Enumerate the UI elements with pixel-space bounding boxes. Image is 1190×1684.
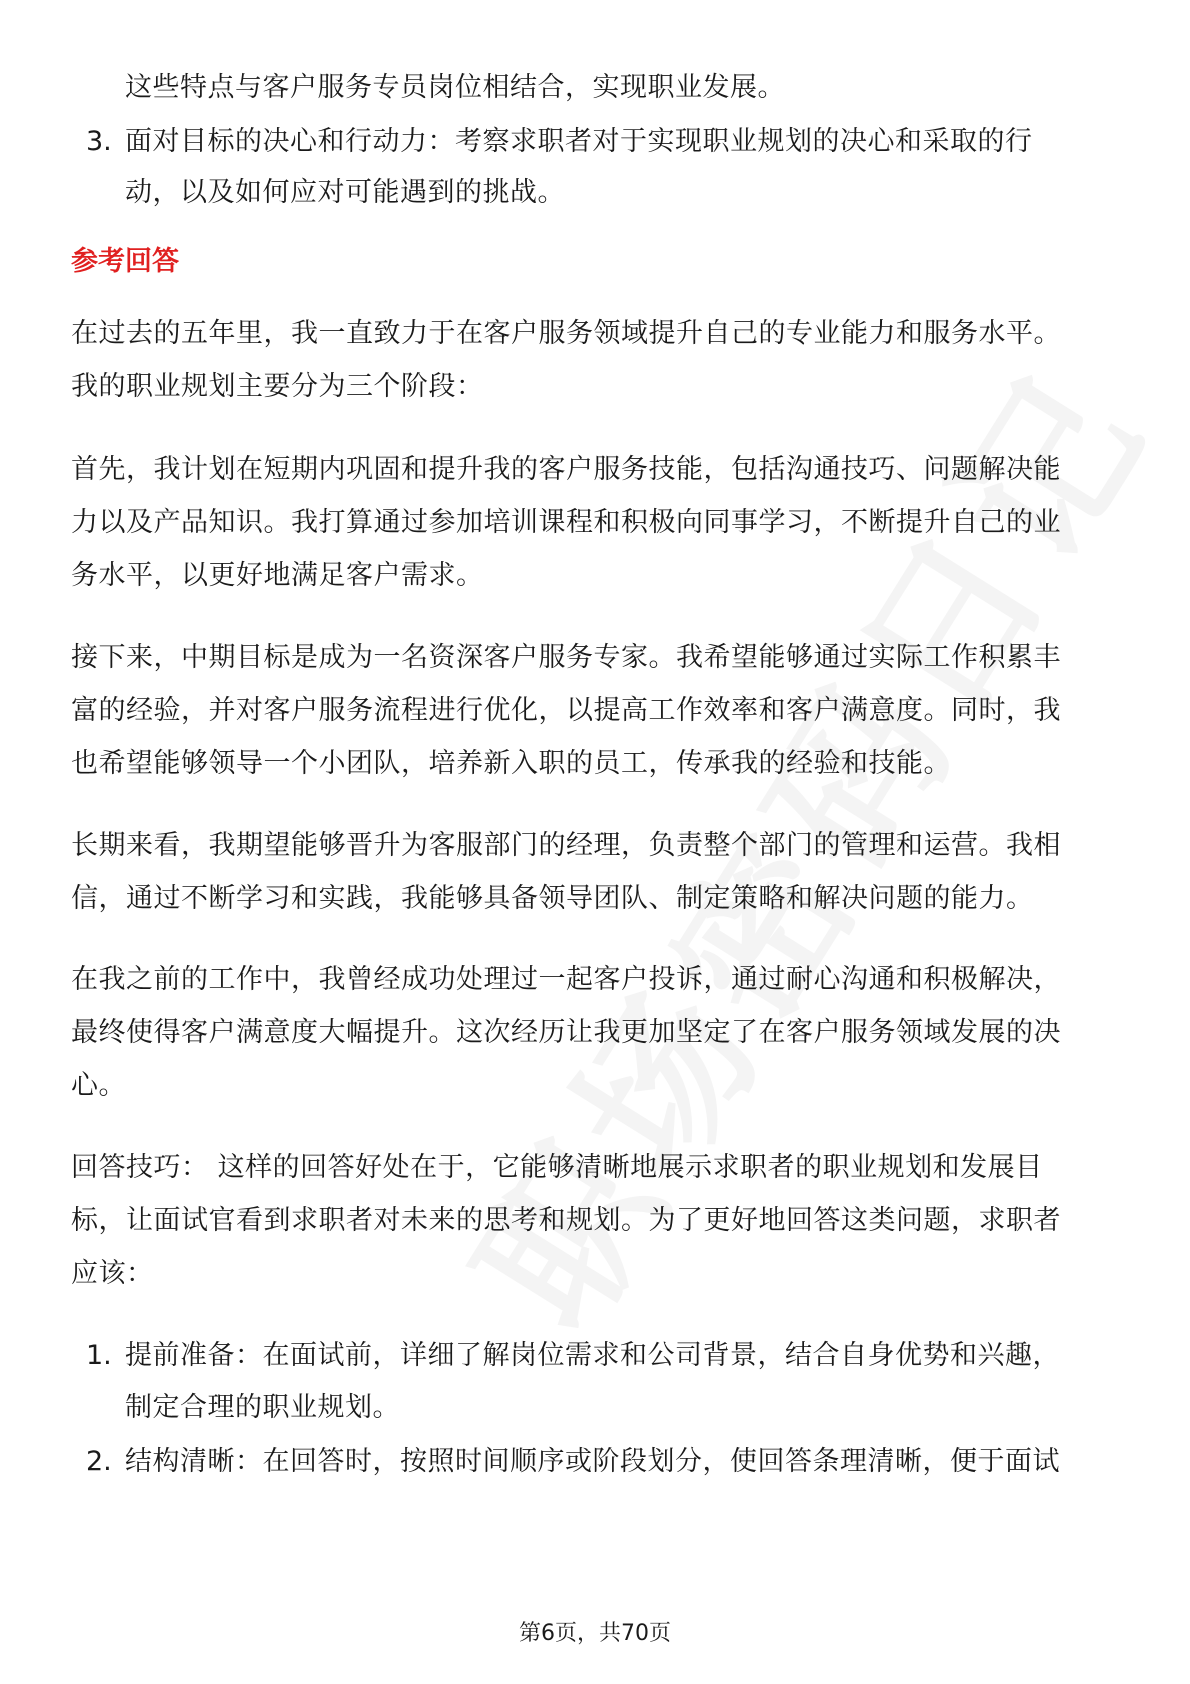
paragraph-5-line-3: 心。 (71, 1070, 126, 1101)
paragraph-3-line-2: 富的经验，并对客户服务流程进行优化，以提高工作效率和客户满意度。同时，我 (71, 695, 1061, 726)
paragraph-6-line-2: 标，让面试官看到求职者对未来的思考和规划。为了更好地回答这类问题，求职者 (71, 1205, 1061, 1236)
list-item-3-line-1: 面对目标的决心和行动力：考察求职者对于实现职业规划的决心和采取的行 (125, 126, 1033, 157)
paragraph-2-line-2: 力以及产品知识。我打算通过参加培训课程和积极向同事学习，不断提升自己的业 (71, 507, 1061, 538)
paragraph-4-line-1: 长期来看，我期望能够晋升为客服部门的经理，负责整个部门的管理和运营。我相 (71, 830, 1061, 861)
paragraph-5-line-2: 最终使得客户满意度大幅提升。这次经历让我更加坚定了在客户服务领域发展的决 (71, 1017, 1061, 1048)
list-item-1-line-2: 制定合理的职业规划。 (125, 1392, 400, 1423)
list-number-1: 1. (86, 1340, 112, 1371)
paragraph-1-line-2: 我的职业规划主要分为三个阶段： (71, 371, 484, 402)
paragraph-2-line-3: 务水平，以更好地满足客户需求。 (71, 560, 484, 591)
paragraph-6-line-3: 应该： (71, 1258, 154, 1289)
list-item-1-line-1: 提前准备：在面试前，详细了解岗位需求和公司背景，结合自身优势和兴趣， (125, 1340, 1060, 1371)
paragraph-6-line-1: 回答技巧： 这样的回答好处在于，它能够清晰地展示求职者的职业规划和发展目 (71, 1152, 1043, 1183)
list-item-3-line-2: 动，以及如何应对可能遇到的挑战。 (125, 177, 565, 208)
paragraph-4-line-2: 信，通过不断学习和实践，我能够具备领导团队、制定策略和解决问题的能力。 (71, 883, 1034, 914)
paragraph-3-line-1: 接下来，中期目标是成为一名资深客户服务专家。我希望能够通过实际工作积累丰 (71, 642, 1061, 673)
paragraph-2-line-1: 首先，我计划在短期内巩固和提升我的客户服务技能，包括沟通技巧、问题解决能 (71, 454, 1061, 485)
list-item-2-continuation: 这些特点与客户服务专员岗位相结合，实现职业发展。 (125, 72, 785, 103)
paragraph-1-line-1: 在过去的五年里，我一直致力于在客户服务领域提升自己的专业能力和服务水平。 (71, 318, 1061, 349)
list-item-2-line-1: 结构清晰：在回答时，按照时间顺序或阶段划分，使回答条理清晰，便于面试 (125, 1446, 1060, 1477)
paragraph-5-line-1: 在我之前的工作中，我曾经成功处理过一起客户投诉，通过耐心沟通和积极解决， (71, 964, 1061, 995)
list-number-3: 3. (86, 126, 112, 157)
paragraph-3-line-3: 也希望能够领导一个小团队，培养新入职的员工，传承我的经验和技能。 (71, 748, 951, 779)
page-number-footer: 第6页，共70页 (519, 1621, 671, 1646)
section-heading: 参考回答 (71, 246, 179, 277)
list-number-2: 2. (86, 1446, 112, 1477)
